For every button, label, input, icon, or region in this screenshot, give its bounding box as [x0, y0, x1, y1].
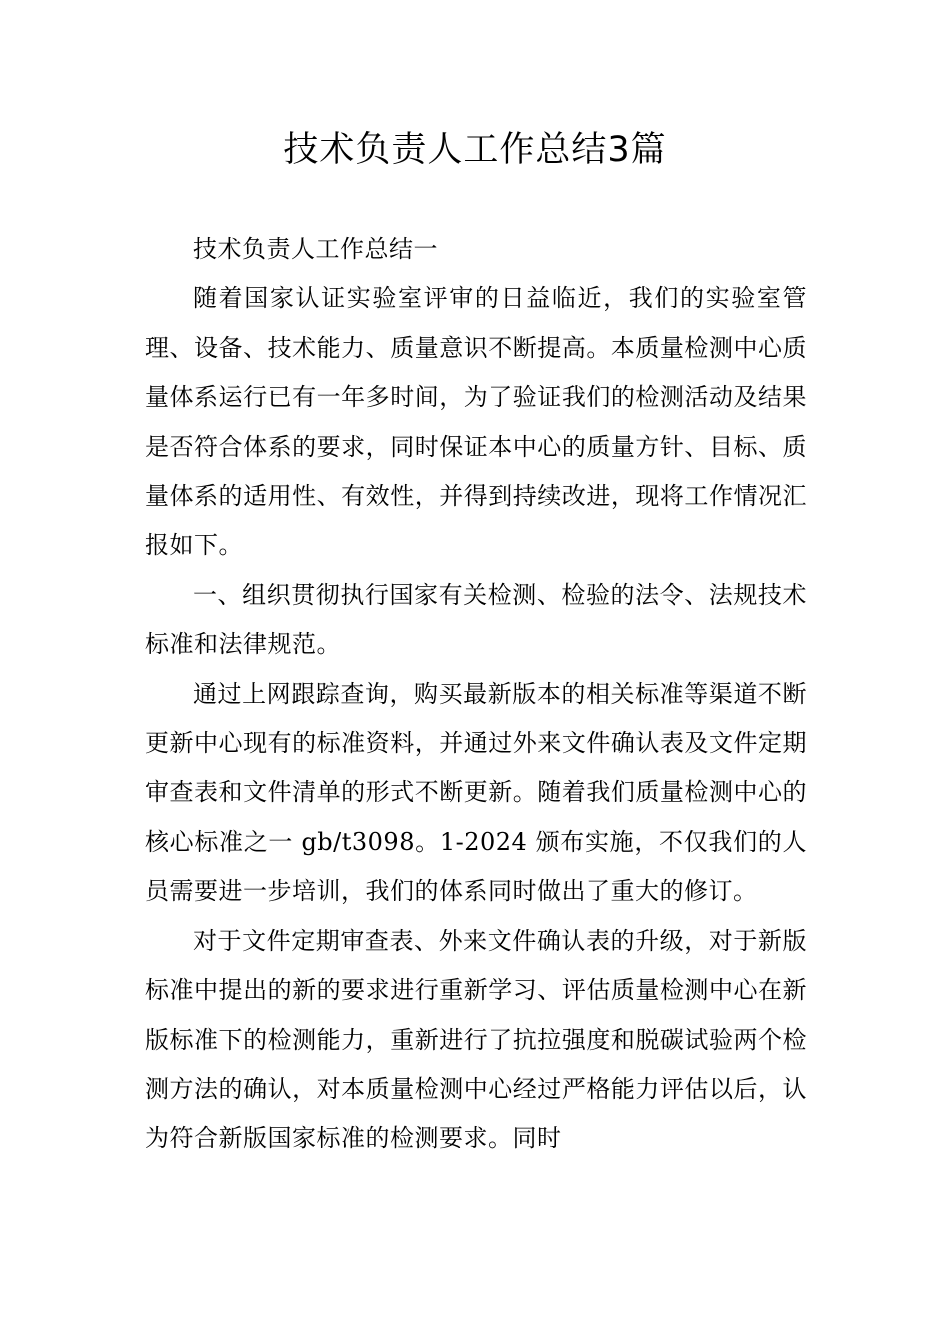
document-title: 技术负责人工作总结3篇: [283, 130, 667, 170]
document-body: [145, 225, 807, 1164]
paragraph-section-one: 一、组织贯彻执行国家有关检测、检验的法令、法规技术标准和法律规范。: [145, 580, 807, 659]
section-heading: 技术负责人工作总结一: [193, 235, 438, 263]
paragraph-standards-update: 通过上网跟踪查询，购买最新版本的相关标准等渠道不断更新中心现有的标准资料，并通过外来文件确认表及文件定期审查表和文件清单的形式不断更新。随着我们质量检测中心的核心标准之一 gb/t3098。1-2024 颁布实施，不仅我们的人员需要进一步培训，我们的体系同时做出了重大的修订。: [145, 679, 807, 906]
paragraph-intro: 随着国家认证实验室评审的日益临近，我们的实验室管理、设备、技术能力、质量意识不断提高。本质量检测中心质量体系运行已有一年多时间，为了验证我们的检测活动及结果是否符合体系的要求，同时保证本中心的质量方针、目标、质量体系的适用性、有效性，并得到持续改进，现将工作情况汇报如下。: [145, 284, 807, 560]
paragraph-document-review: 对于文件定期审查表、外来文件确认表的升级，对于新版标准中提出的新的要求进行重新学习、评估质量检测中心在新版标准下的检测能力，重新进行了抗拉强度和脱碳试验两个检测方法的确认，对本质量检测中心经过严格能力评估以后，认为符合新版国家标准的检测要求。同时: [145, 926, 807, 1153]
